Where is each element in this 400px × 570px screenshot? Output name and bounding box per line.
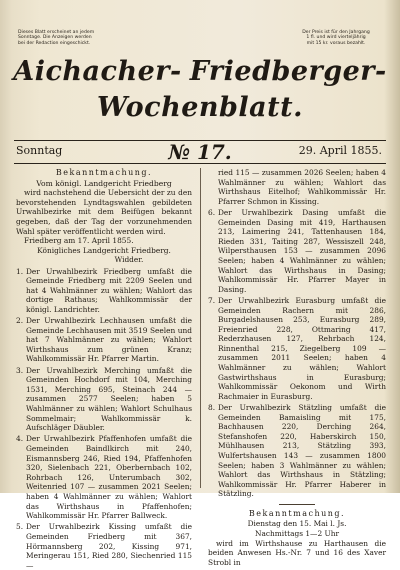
issue-info-bar: [14, 140, 386, 164]
item-number: 6.: [208, 207, 216, 217]
item-number: 5.: [16, 522, 24, 532]
subscription-notice-left: [18, 30, 110, 46]
announcement-authority: Königliches Landgericht Friedberg.: [37, 245, 171, 255]
item-text: Der Urwahlbezirk Lechhausen umfaßt die Gemeinde Lechhausen mit 3519 Seelen und hat 7 Wahlmänner zu wählen; Wahlort Wirthshaus zum grünen Kranz; Wahlkommissär Hr. Pfarrer Martin.: [26, 316, 192, 364]
notice-left-line: bei der Redaction eingeschickt.: [18, 40, 91, 46]
right-column: [208, 168, 386, 567]
item-number: 3.: [16, 365, 24, 375]
announcement-place-date: Friedberg am 17. April 1855.: [24, 236, 134, 246]
issue-number: № 17.: [168, 140, 232, 164]
masthead-line-1: [14, 52, 386, 92]
announcement-intro: wird nachstehend die Uebersicht der zu den bevorstehenden Lyndtagswahlen gebildeten Urwahlbezirke mit dem Beifügen bekannt gegeben, daß der Tag der vorzunehmenden Wahl später veröffentlicht werden wird.: [16, 188, 192, 236]
list-item: [16, 366, 192, 433]
issue-date: 29. April 1855.: [298, 144, 382, 157]
auction-time: Nachmittags 1—2 Uhr: [254, 528, 340, 538]
list-item: [208, 208, 386, 294]
list-item: [16, 522, 192, 570]
second-announcement-heading: Bekanntmachung.: [248, 508, 346, 518]
price-notice-right: [288, 30, 384, 46]
column-divider: [200, 168, 201, 488]
item-text: Der Urwahlbezirk Friedberg umfaßt die Gemeinde Friedberg mit 2209 Seelen und hat 4 Wahlmänner zu wählen; Wahlort das dortige Rathaus; Wahlkommissär der königl. Landrichter.: [26, 266, 192, 314]
notice-right-line: mit 15 kr. voraus bezahlt.: [306, 40, 366, 46]
item-text: Der Urwahlbezirk Dasing umfaßt die Gemeinden Dasing mit 419, Harthausen 213, Laimering 241, Tattenhausen 184, Rieden 331, Taiting 287, Wessiszell 248, Wilpersthausen 153 — zusammen 2096 Seelen; haben 4 Wahlmänner zu wählen; Wahlort das Wirthshaus in Dasing; Wahlkommissär Hr. Pfarrer Mayer in Dasing.: [218, 207, 386, 294]
masthead-title-bottom: Wochenblatt.: [97, 92, 303, 123]
notice-right-line: Der Preis ist für den Jahrgang: [302, 30, 370, 35]
item-text: Der Urwahlbezirk Pfaffenhofen umfaßt die Gemeinden Baindlkirch mit 240, Eismannsberg 246, Ried 194, Pfaffenhofen 320, Sielenbach 221, Oberbernbach 102, Rohrbach 126, Unterumbach 302, Weitenried 107 — zusammen 2021 Seelen; haben 4 Wahlmänner zu wählen; Wahlort das Wirthshaus in Pfaffenhofen; Wahlkommissär Hr. Pfarrer Ballweck.: [26, 434, 192, 521]
item-number: 7.: [208, 295, 216, 305]
masthead-title-right: Friedberger-: [189, 56, 387, 87]
notice-right-line: 1 fl. und wird vierteljährig: [306, 35, 366, 41]
list-item: [16, 434, 192, 520]
item-number: 4.: [16, 434, 24, 444]
announcement-heading: Bekanntmachung.: [55, 168, 153, 177]
item-text: Der Urwahlbezirk Eurasburg umfaßt die Gemeinden Rachern mit 286, Burgadelshausen 253, Eurasburg 289, Freienried 228, Ottmaring 417, Rederzhausen 127, Rehrbach 124, Rinnenthal 215, Ziegelberg 109 — zusammen 2011 Seelen; haben 4 Wahlmänner zu wählen; Wahlort Gastwirthshaus in Eurasburg; Wahlkommissär Oekonom und Wirth Rachmaier in Eurasburg.: [218, 295, 386, 401]
item-text: Der Urwahlbezirk Stätzling umfaßt die Gemeinden Bamaisling mit 175, Bachhausen 220, Derching 264, Stefanshofen 220, Haberskirch 150, Mühlhausen 213, Stätzling 393, Wulfertshausen 143 — zusammen 1800 Seelen; haben 3 Wahlmänner zu wählen; Wahlort das Wirthshaus in Stätzling; Wahlkommissär Hr. Pfarrer Haberer in Stätzling.: [218, 403, 386, 499]
announcement-subheading: Vom königl. Landgericht Friedberg: [36, 178, 172, 188]
notice-left-line: Sonntage. Die Anzeigen werden: [18, 35, 92, 41]
auction-date: Dienstag den 15. Mai l. Js.: [247, 519, 347, 529]
left-column: [16, 168, 192, 570]
list-item: [16, 267, 192, 315]
item-number: 8.: [208, 403, 216, 413]
notice-left-line: Dieses Blatt erscheinet an jedem: [18, 30, 95, 35]
masthead: [14, 52, 386, 122]
announcement-signature: Widder.: [114, 255, 144, 265]
auction-text: wird im Wirthshause zu Harthausen die beiden Anwesen Hs.-Nr. 7 und 16 des Xaver Strobl in: [208, 538, 386, 567]
item-text: Der Urwahlbezirk Merching umfaßt die Gemeinden Hochdorf mit 104, Merching 1531, Merching 695, Steinach 244 — zusammen 2577 Seelen; haben 5 Wahlmänner zu wählen; Wahlort Schulhaus Sommelmair; Wahlkommissär k. Aufschläger Däubler.: [26, 365, 192, 433]
section-divider: [279, 504, 315, 505]
item-number: 1.: [16, 266, 24, 276]
item-number: 2.: [16, 316, 24, 326]
issue-weekday: Sonntag: [16, 144, 63, 157]
list-item: [208, 296, 386, 402]
item-text: Der Urwahlbezirk Kissing umfaßt die Gemeinden Friedberg mit 367, Hörmannsberg 202, Kissing 971, Meringerau 151, Ried 280, Siechenried 115 —: [26, 522, 192, 570]
item-continuation: ried 115 — zusammen 2026 Seelen; haben 4 Wahlmänner zu wählen; Wahlort das Wirthshaus Eitelhof; Wahlkommissär Hr. Pfarrer Schmon in Kissing.: [218, 168, 386, 206]
masthead-title-left: Aichacher-: [13, 56, 182, 87]
list-item: [16, 316, 192, 364]
list-item: [208, 403, 386, 499]
